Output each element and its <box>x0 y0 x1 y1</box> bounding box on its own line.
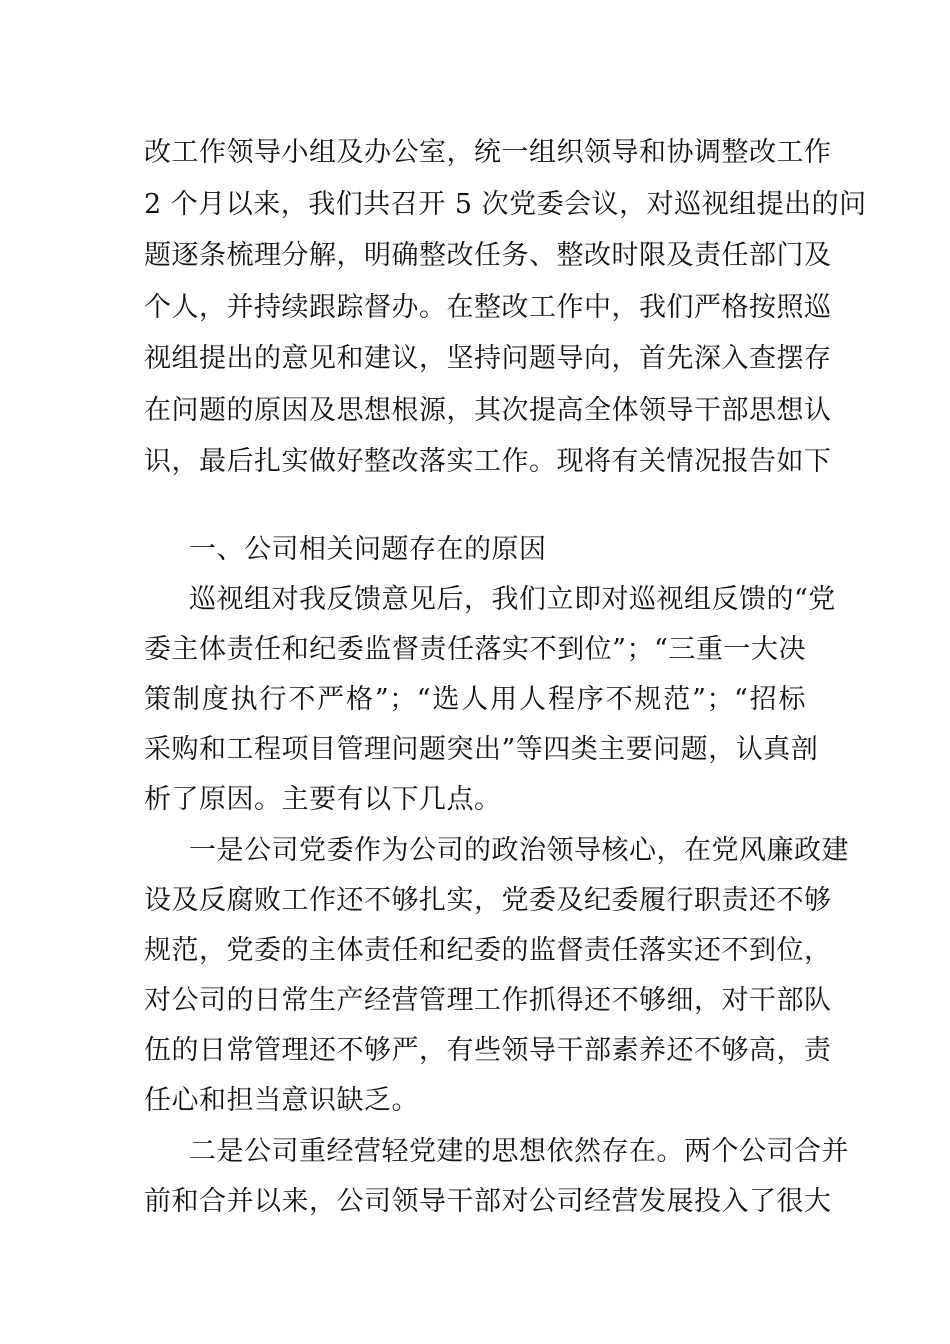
point-one-line-4: 对公司的日常生产经营管理工作抓得还不够细，对干部队 <box>144 985 832 1016</box>
point-one-line-2: 设及反腐败工作还不够扎实，党委及纪委履行职责还不够 <box>144 885 832 916</box>
point-two-line-1: 二是公司重经营轻党建的思想依然存在。两个公司合并 <box>189 1136 849 1167</box>
feedback-line-3: 策制度执行不严格”；“选人用人程序不规范”；“招标 <box>144 684 806 715</box>
section-heading: 一、公司相关问题存在的原因 <box>189 534 547 565</box>
point-one-line-5: 伍的日常管理还不够严，有些领导干部素养还不够高，责 <box>144 1035 832 1066</box>
feedback-line-1: 巡视组对我反馈意见后，我们立即对巡视组反馈的“党 <box>189 584 836 615</box>
point-two-line-2: 前和合并以来，公司领导干部对公司经营发展投入了很大 <box>144 1186 832 1217</box>
point-one-line-1: 一是公司党委作为公司的政治领导核心，在党风廉政建 <box>189 835 849 866</box>
intro-line-7: 识，最后扎实做好整改落实工作。现将有关情况报告如下 <box>144 446 832 477</box>
feedback-line-2: 委主体责任和纪委监督责任落实不到位”；“三重一大决 <box>144 634 806 665</box>
intro-line-3: 题逐条梳理分解，明确整改任务、整改时限及责任部门及 <box>144 240 832 271</box>
intro-line-4: 个人，并持续跟踪督办。在整改工作中，我们严格按照巡 <box>144 292 832 323</box>
intro-line-6: 在问题的原因及思想根源，其次提高全体领导干部思想认 <box>144 395 832 426</box>
feedback-line-4: 采购和工程项目管理问题突出”等四类主要问题，认真剖 <box>144 734 819 765</box>
point-one-line-6: 任心和担当意识缺乏。 <box>144 1085 419 1116</box>
intro-line-2: 2 个月以来，我们共召开 5 次党委会议，对巡视组提出的问 <box>144 189 867 220</box>
feedback-line-5: 析了原因。主要有以下几点。 <box>144 784 502 815</box>
intro-line-1: 改工作领导小组及办公室，统一组织领导和协调整改工作 <box>144 137 832 168</box>
point-one-line-3: 规范，党委的主体责任和纪委的监督责任落实还不到位， <box>144 935 832 966</box>
intro-line-5: 视组提出的意见和建议，坚持问题导向，首先深入查摆存 <box>144 343 832 374</box>
